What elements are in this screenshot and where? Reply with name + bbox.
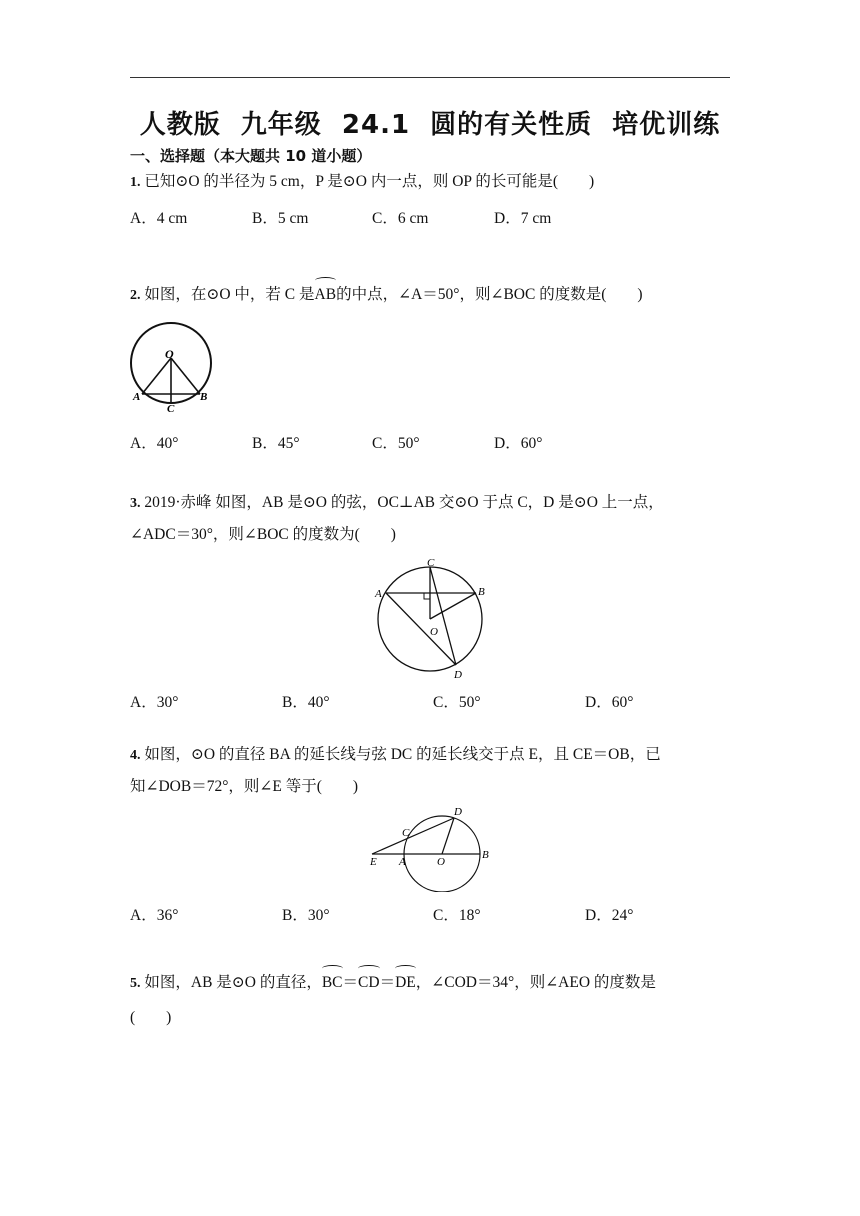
line-ed: [372, 818, 454, 854]
arc-de: DE: [395, 968, 416, 998]
question-5-line2: ( ): [130, 1009, 172, 1026]
question-5: [130, 968, 656, 999]
label-o: O: [437, 856, 445, 868]
arc-bc: BC: [322, 968, 343, 998]
label-b: B: [478, 586, 485, 598]
segment-ad: [386, 593, 456, 665]
label-e: E: [370, 856, 377, 868]
q2-option-c[interactable]: C．50°: [372, 435, 420, 452]
q1-option-b[interactable]: B．5 cm: [252, 210, 309, 227]
segment-ob: [171, 358, 200, 394]
figure-q2: [128, 320, 218, 415]
question-number: 3.: [130, 496, 141, 511]
question-number: 5.: [130, 976, 141, 991]
figure-q3: [372, 553, 492, 681]
question-text-post: ，∠COD＝34°，则∠AEO 的度数是: [415, 974, 656, 991]
q3-option-c[interactable]: C．50°: [433, 694, 481, 711]
q4-option-a[interactable]: A．36°: [130, 907, 179, 924]
equals-sign: ＝: [379, 974, 396, 991]
label-c: C: [167, 403, 175, 415]
label-b: B: [200, 391, 208, 403]
question-text: 已知⊙O 的半径为 5 cm，P 是⊙O 内一点，则 OP 的长可能是( ): [140, 173, 595, 190]
q1-option-a[interactable]: A．4 cm: [130, 210, 188, 227]
q4-option-d[interactable]: D．24°: [585, 907, 634, 924]
q1-option-c[interactable]: C．6 cm: [372, 210, 429, 227]
q2-option-b[interactable]: B．45°: [252, 435, 300, 452]
q3-option-a[interactable]: A．30°: [130, 694, 179, 711]
question-number: 2.: [130, 288, 141, 303]
segment-oa: [142, 358, 171, 394]
q1-option-d[interactable]: D．7 cm: [494, 210, 552, 227]
section-heading: 一、选择题（本大题共 10 道小题）: [130, 147, 372, 165]
right-angle-mark: [424, 593, 430, 599]
header-rule: [130, 77, 730, 78]
label-a: A: [399, 856, 406, 868]
question-text-line1: 2019·赤峰 如图，AB 是⊙O 的弦，OC⊥AB 交⊙O 于点 C，D 是⊙O 上一点，: [140, 494, 664, 511]
label-a: A: [375, 588, 382, 600]
question-text-pre: 如图，在⊙O 中，若 C 是: [140, 286, 315, 303]
arc-ab: AB: [315, 280, 337, 310]
question-number: 4.: [130, 748, 141, 763]
question-3: [130, 488, 664, 519]
page-title: 人教版 九年级 24.1 圆的有关性质 培优训练: [139, 110, 721, 140]
question-4: [130, 740, 661, 771]
question-3-line2: ∠ADC＝30°，则∠BOC 的度数为( ): [130, 526, 396, 543]
figure-q4: [366, 802, 496, 892]
segment-ob: [430, 593, 476, 619]
question-1: [130, 167, 594, 198]
question-2: [130, 280, 643, 311]
equals-sign: ＝: [342, 974, 359, 991]
label-d: D: [454, 806, 462, 818]
label-b: B: [482, 849, 489, 861]
question-number: 1.: [130, 175, 141, 190]
q2-option-a[interactable]: A．40°: [130, 435, 179, 452]
q2-option-d[interactable]: D．60°: [494, 435, 543, 452]
segment-cd: [430, 567, 456, 665]
q4-option-b[interactable]: B．30°: [282, 907, 330, 924]
question-4-line2: 知∠DOB＝72°，则∠E 等于( ): [130, 778, 359, 795]
question-text-pre: 如图，AB 是⊙O 的直径，: [140, 974, 322, 991]
q3-option-b[interactable]: B．40°: [282, 694, 330, 711]
arc-cd: CD: [358, 968, 380, 998]
label-d: D: [454, 669, 462, 681]
label-c: C: [427, 557, 435, 569]
q3-option-d[interactable]: D．60°: [585, 694, 634, 711]
label-o: O: [430, 626, 438, 638]
q4-option-c[interactable]: C．18°: [433, 907, 481, 924]
label-a: A: [133, 391, 141, 403]
segment-od: [442, 818, 454, 854]
label-c: C: [402, 827, 410, 839]
question-text-line1: 如图，⊙O 的直径 BA 的延长线与弦 DC 的延长线交于点 E，且 CE＝OB，已: [140, 746, 661, 763]
question-text-post: 的中点，∠A＝50°，则∠BOC 的度数是( ): [336, 286, 643, 303]
label-o: O: [165, 347, 174, 361]
